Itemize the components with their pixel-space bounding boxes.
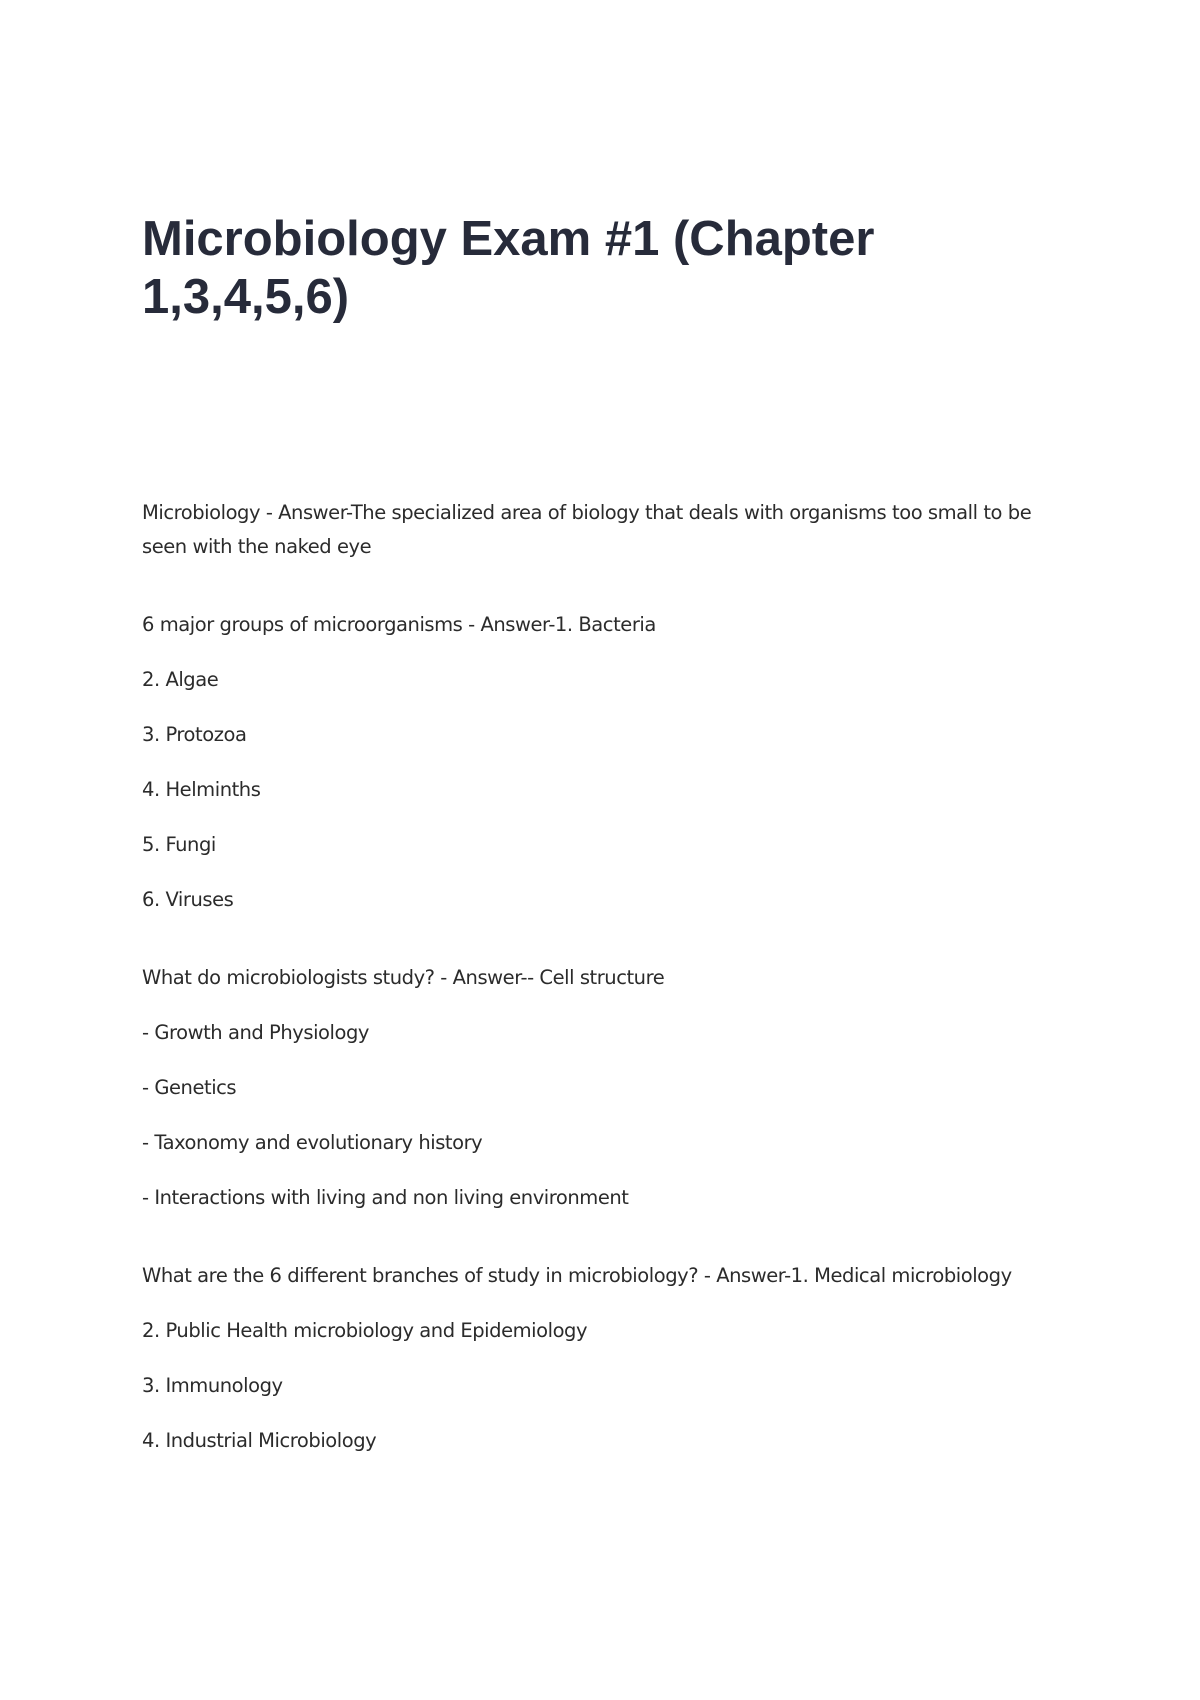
- entry-line: 3. Immunology: [142, 1374, 283, 1397]
- qa-entry-what-microbiologists-study: [142, 961, 1062, 1215]
- entry-line: 6. Viruses: [142, 888, 234, 911]
- qa-entry-branches-of-study: [142, 1259, 1062, 1458]
- entry-line: 2. Algae: [142, 668, 219, 691]
- qa-entry-major-groups: [142, 608, 1062, 917]
- document-content: [142, 496, 1062, 1458]
- entry-line: 2. Public Health microbiology and Epidemiology: [142, 1319, 588, 1342]
- entry-line: 4. Helminths: [142, 778, 261, 801]
- entry-line: 3. Protozoa: [142, 723, 247, 746]
- entry-line: 5. Fungi: [142, 833, 216, 856]
- qa-entry-microbiology-definition: [142, 496, 1062, 564]
- entry-line: What are the 6 different branches of study in microbiology? - Answer-1. Medical microbiology: [142, 1264, 1012, 1287]
- entry-line: - Genetics: [142, 1076, 237, 1099]
- entry-line: - Interactions with living and non living environment: [142, 1186, 629, 1209]
- entry-line: - Growth and Physiology: [142, 1021, 369, 1044]
- entry-line: What do microbiologists study? - Answer-- Cell structure: [142, 966, 665, 989]
- entry-line: Microbiology - Answer-The specialized area of biology that deals with organisms too small to be seen with the naked eye: [142, 501, 1032, 558]
- entry-line: - Taxonomy and evolutionary history: [142, 1131, 483, 1154]
- entry-line: 6 major groups of microorganisms - Answer-1. Bacteria: [142, 613, 656, 636]
- document-page: [142, 210, 1062, 1502]
- document-title: Microbiology Exam #1 (Chapter 1,3,4,5,6): [142, 212, 875, 324]
- entry-line: 4. Industrial Microbiology: [142, 1429, 377, 1452]
